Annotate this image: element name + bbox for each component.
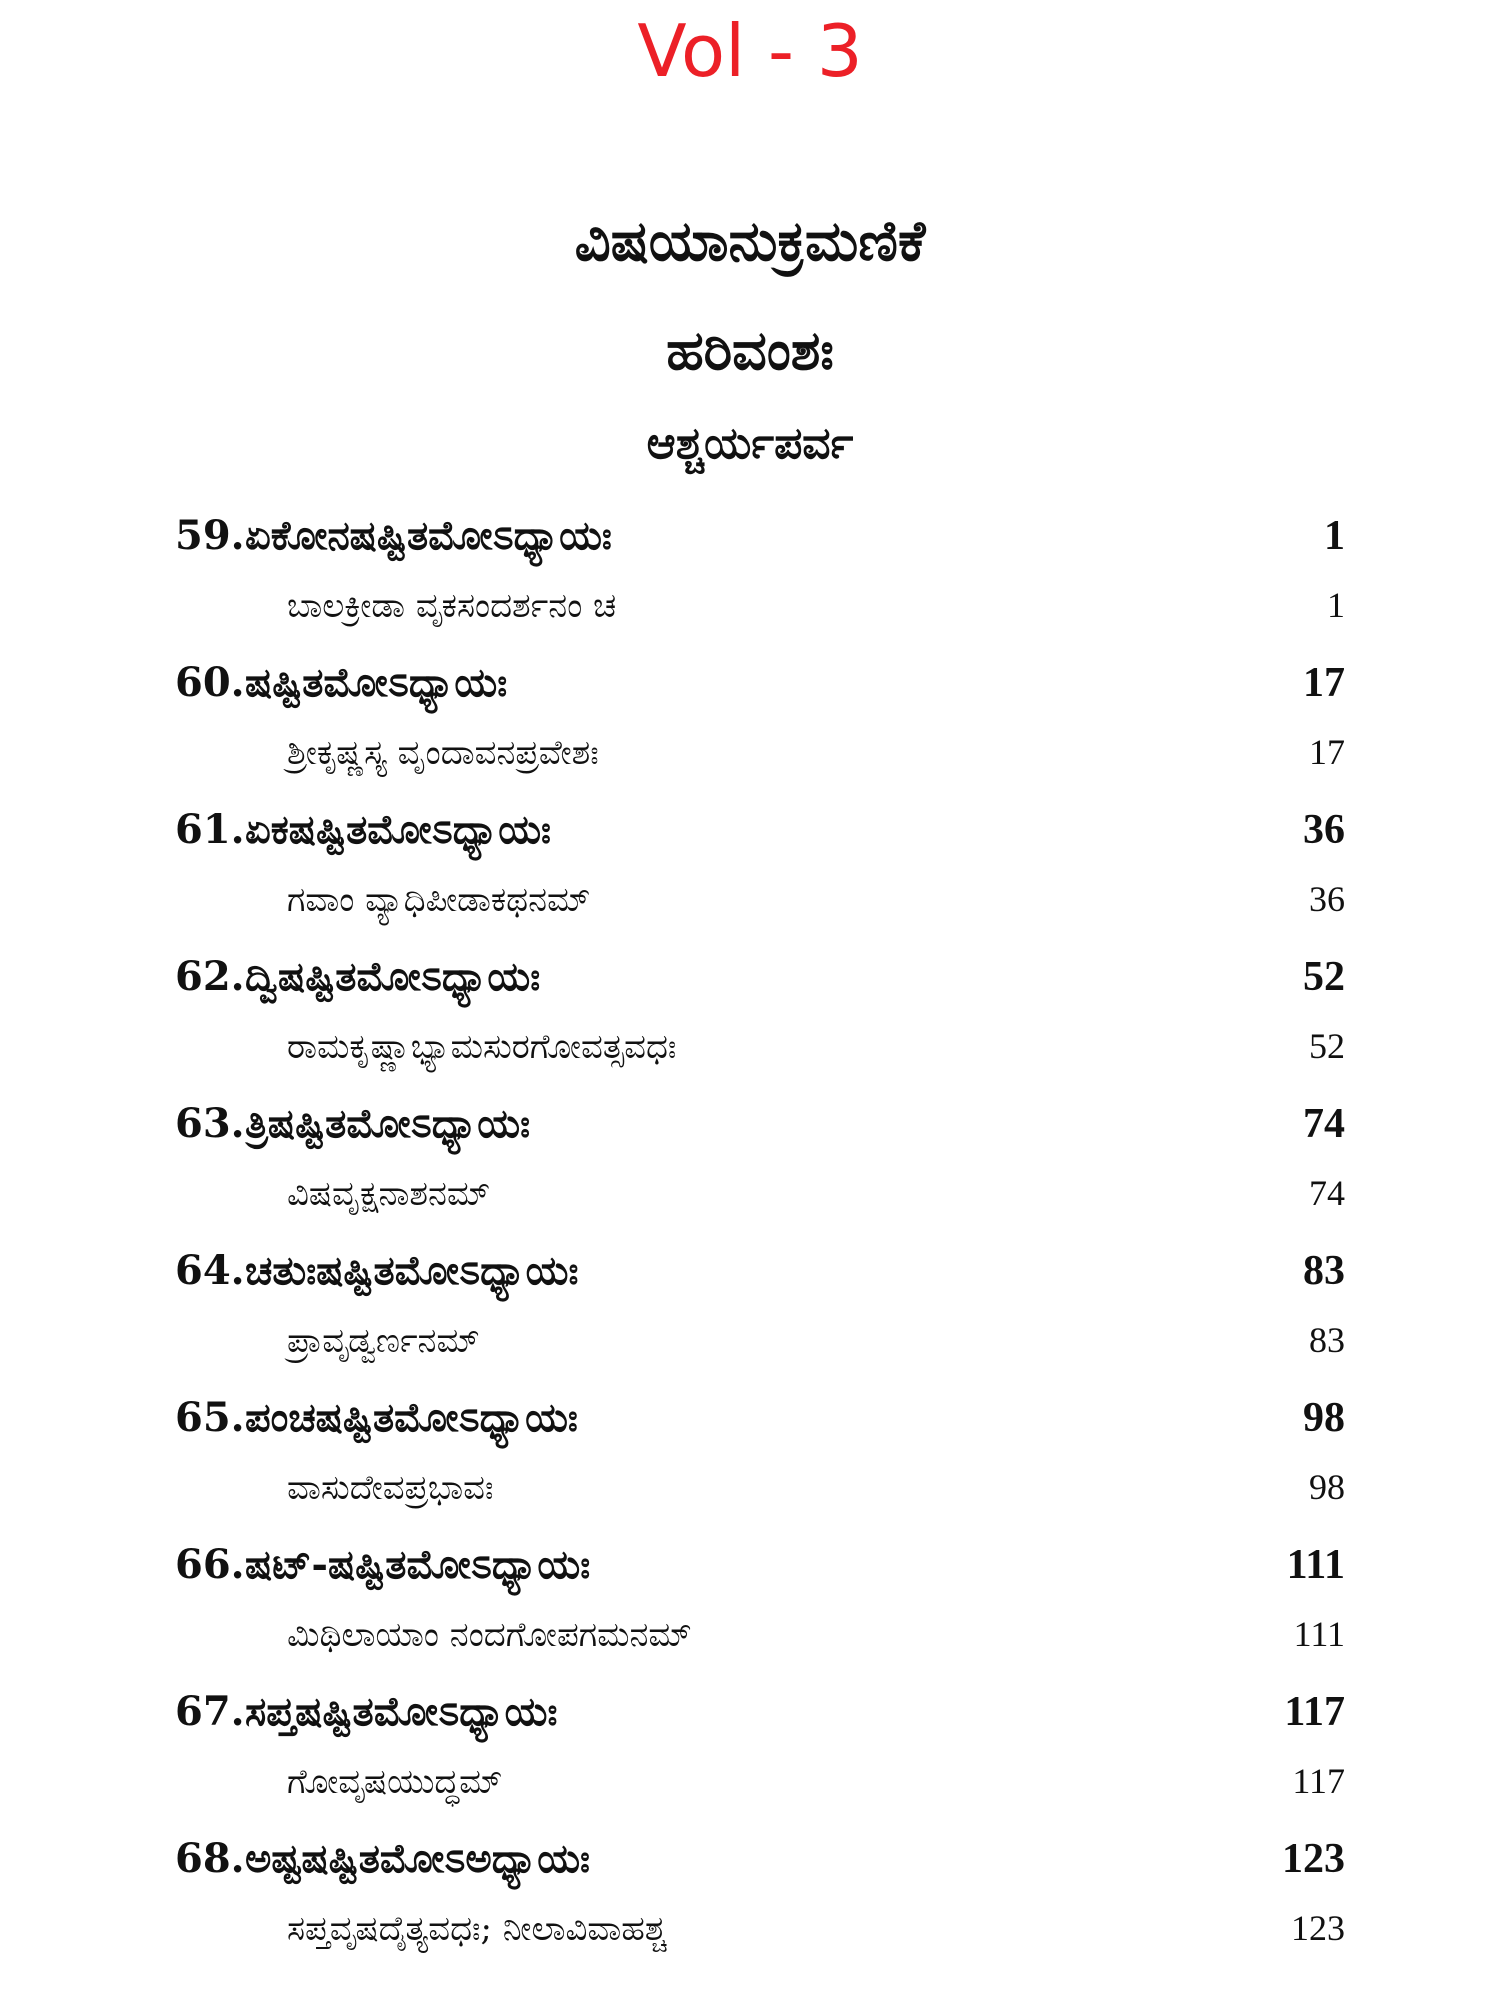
chapter-title xyxy=(175,1541,590,1588)
section-page: 123 xyxy=(1291,1908,1345,1948)
chapter-name: ಏಕೋನಷಷ್ಟಿತಮೋಽಧ್ಯಾಯಃ xyxy=(245,512,612,559)
section-name: ವಿಷವೃಕ್ಷನಾಶನಮ್ xyxy=(287,1174,491,1214)
section-page: 98 xyxy=(1309,1467,1345,1507)
chapter-title xyxy=(175,1247,578,1294)
chapter-number: 66. xyxy=(175,1541,245,1588)
chapter-name: ತ್ರಿಷಷ್ಟಿತಮೋಽಧ್ಯಾಯಃ xyxy=(245,1100,531,1147)
section-name: ರಾಮಕೃಷ್ಣಾಭ್ಯಾಮಸುರಗೋವತ್ಸವಧಃ xyxy=(287,1027,677,1067)
chapter-page: 52 xyxy=(1303,954,1345,1000)
volume-label: Vol - 3 xyxy=(637,9,863,93)
section-row xyxy=(175,731,1345,773)
chapter-name: ಅಷ್ಟಷಷ್ಟಿತಮೋಽಅಧ್ಯಾಯಃ xyxy=(245,1835,590,1882)
toc-entry xyxy=(175,1676,1345,1823)
section-name: ಸಪ್ತವೃಷದೈತ್ಯವಧಃ; ನೀಲಾವಿವಾಹಶ್ಚ xyxy=(287,1909,667,1949)
section-name: ಮಿಥಿಲಾಯಾಂ ನಂದಗೋಪಗಮನಮ್ xyxy=(287,1615,692,1655)
section-row xyxy=(175,1172,1345,1214)
chapter-row xyxy=(175,1100,1345,1148)
chapter-number: 64. xyxy=(175,1247,245,1294)
section-row xyxy=(175,878,1345,920)
section-row xyxy=(175,1613,1345,1655)
chapter-title xyxy=(175,659,507,706)
chapter-title xyxy=(175,953,540,1000)
chapter-title xyxy=(175,1835,590,1882)
chapter-title xyxy=(175,1100,530,1147)
chapter-name: ಷಷ್ಟಿತಮೋಽಧ್ಯಾಯಃ xyxy=(245,659,508,706)
chapter-number: 59. xyxy=(175,512,245,559)
section-page: 111 xyxy=(1293,1614,1345,1654)
table-of-contents xyxy=(175,500,1345,1970)
chapter-row xyxy=(175,806,1345,854)
chapter-row xyxy=(175,512,1345,560)
toc-entry xyxy=(175,647,1345,794)
section-name: ಗೋವೃಷಯುದ್ಧಮ್ xyxy=(287,1762,503,1802)
section-row xyxy=(175,1319,1345,1361)
section-row xyxy=(175,584,1345,626)
chapter-number: 68. xyxy=(175,1835,245,1882)
page-title: ವಿಷಯಾನುಕ್ರಮಣಿಕೆ xyxy=(574,208,926,274)
chapter-name: ಚತುಃಷಷ್ಟಿತಮೋಽಧ್ಯಾಯಃ xyxy=(245,1247,579,1294)
chapter-row xyxy=(175,953,1345,1001)
chapter-name: ಏಕಷಷ್ಟಿತಮೋಽಧ್ಯಾಯಃ xyxy=(245,806,551,853)
book-subtitle: ಹರಿವಂಶಃ xyxy=(666,318,834,382)
section-name: ಶ್ರೀಕೃಷ್ಣಸ್ಯ ವೃಂದಾವನಪ್ರವೇಶಃ xyxy=(287,733,599,773)
section-row xyxy=(175,1907,1345,1949)
chapter-page: 83 xyxy=(1303,1248,1345,1294)
section-page: 52 xyxy=(1309,1026,1345,1066)
section-page: 1 xyxy=(1327,585,1345,625)
chapter-row xyxy=(175,1688,1345,1736)
toc-entry xyxy=(175,794,1345,941)
chapter-number: 63. xyxy=(175,1100,245,1147)
chapter-page: 98 xyxy=(1303,1395,1345,1441)
chapter-title xyxy=(175,1688,557,1735)
chapter-row xyxy=(175,1541,1345,1589)
section-page: 83 xyxy=(1309,1320,1345,1360)
chapter-number: 67. xyxy=(175,1688,245,1735)
chapter-title xyxy=(175,806,551,853)
section-row xyxy=(175,1760,1345,1802)
chapter-number: 62. xyxy=(175,953,245,1000)
section-row xyxy=(175,1025,1345,1067)
toc-entry xyxy=(175,1529,1345,1676)
chapter-page: 17 xyxy=(1303,660,1345,706)
chapter-page: 117 xyxy=(1284,1689,1345,1735)
chapter-number: 61. xyxy=(175,806,245,853)
chapter-name: ಪಂಚಷಷ್ಟಿತಮೋಽಧ್ಯಾಯಃ xyxy=(245,1394,578,1441)
chapter-title xyxy=(175,1394,578,1441)
chapter-number: 60. xyxy=(175,659,245,706)
chapter-name: ಷಟ್-ಷಷ್ಟಿತಮೋಽಧ್ಯಾಯಃ xyxy=(245,1541,591,1588)
toc-entry xyxy=(175,1382,1345,1529)
chapter-page: 1 xyxy=(1324,513,1345,559)
chapter-page: 111 xyxy=(1286,1542,1345,1588)
section-row xyxy=(175,1466,1345,1508)
toc-entry xyxy=(175,1823,1345,1970)
toc-entry xyxy=(175,500,1345,647)
section-page: 117 xyxy=(1292,1761,1345,1801)
parva-title: ಆಶ್ಚರ್ಯಪರ್ವ xyxy=(646,418,854,469)
chapter-name: ದ್ವಿಷಷ್ಟಿತಮೋಽಧ್ಯಾಯಃ xyxy=(245,953,541,1000)
chapter-page: 36 xyxy=(1303,807,1345,853)
section-name: ಬಾಲಕ್ರೀಡಾ ವೃಕಸಂದರ್ಶನಂ ಚ xyxy=(287,586,617,626)
chapter-number: 65. xyxy=(175,1394,245,1441)
chapter-row xyxy=(175,1247,1345,1295)
chapter-title xyxy=(175,512,612,559)
section-page: 17 xyxy=(1309,732,1345,772)
chapter-row xyxy=(175,1835,1345,1883)
chapter-row xyxy=(175,1394,1345,1442)
section-name: ಪ್ರಾವೃಡ್ವರ್ಣನಮ್ xyxy=(287,1321,480,1361)
toc-entry xyxy=(175,1235,1345,1382)
section-page: 36 xyxy=(1309,879,1345,919)
chapter-row xyxy=(175,659,1345,707)
toc-entry xyxy=(175,1088,1345,1235)
chapter-page: 123 xyxy=(1282,1836,1345,1882)
toc-entry xyxy=(175,941,1345,1088)
section-name: ಗವಾಂ ವ್ಯಾಧಿಪೀಡಾಕಥನಮ್ xyxy=(287,880,591,920)
chapter-page: 74 xyxy=(1303,1101,1345,1147)
section-page: 74 xyxy=(1309,1173,1345,1213)
section-name: ವಾಸುದೇವಪ್ರಭಾವಃ xyxy=(287,1468,494,1508)
chapter-name: ಸಪ್ತಷಷ್ಟಿತಮೋಽಧ್ಯಾಯಃ xyxy=(245,1688,558,1735)
